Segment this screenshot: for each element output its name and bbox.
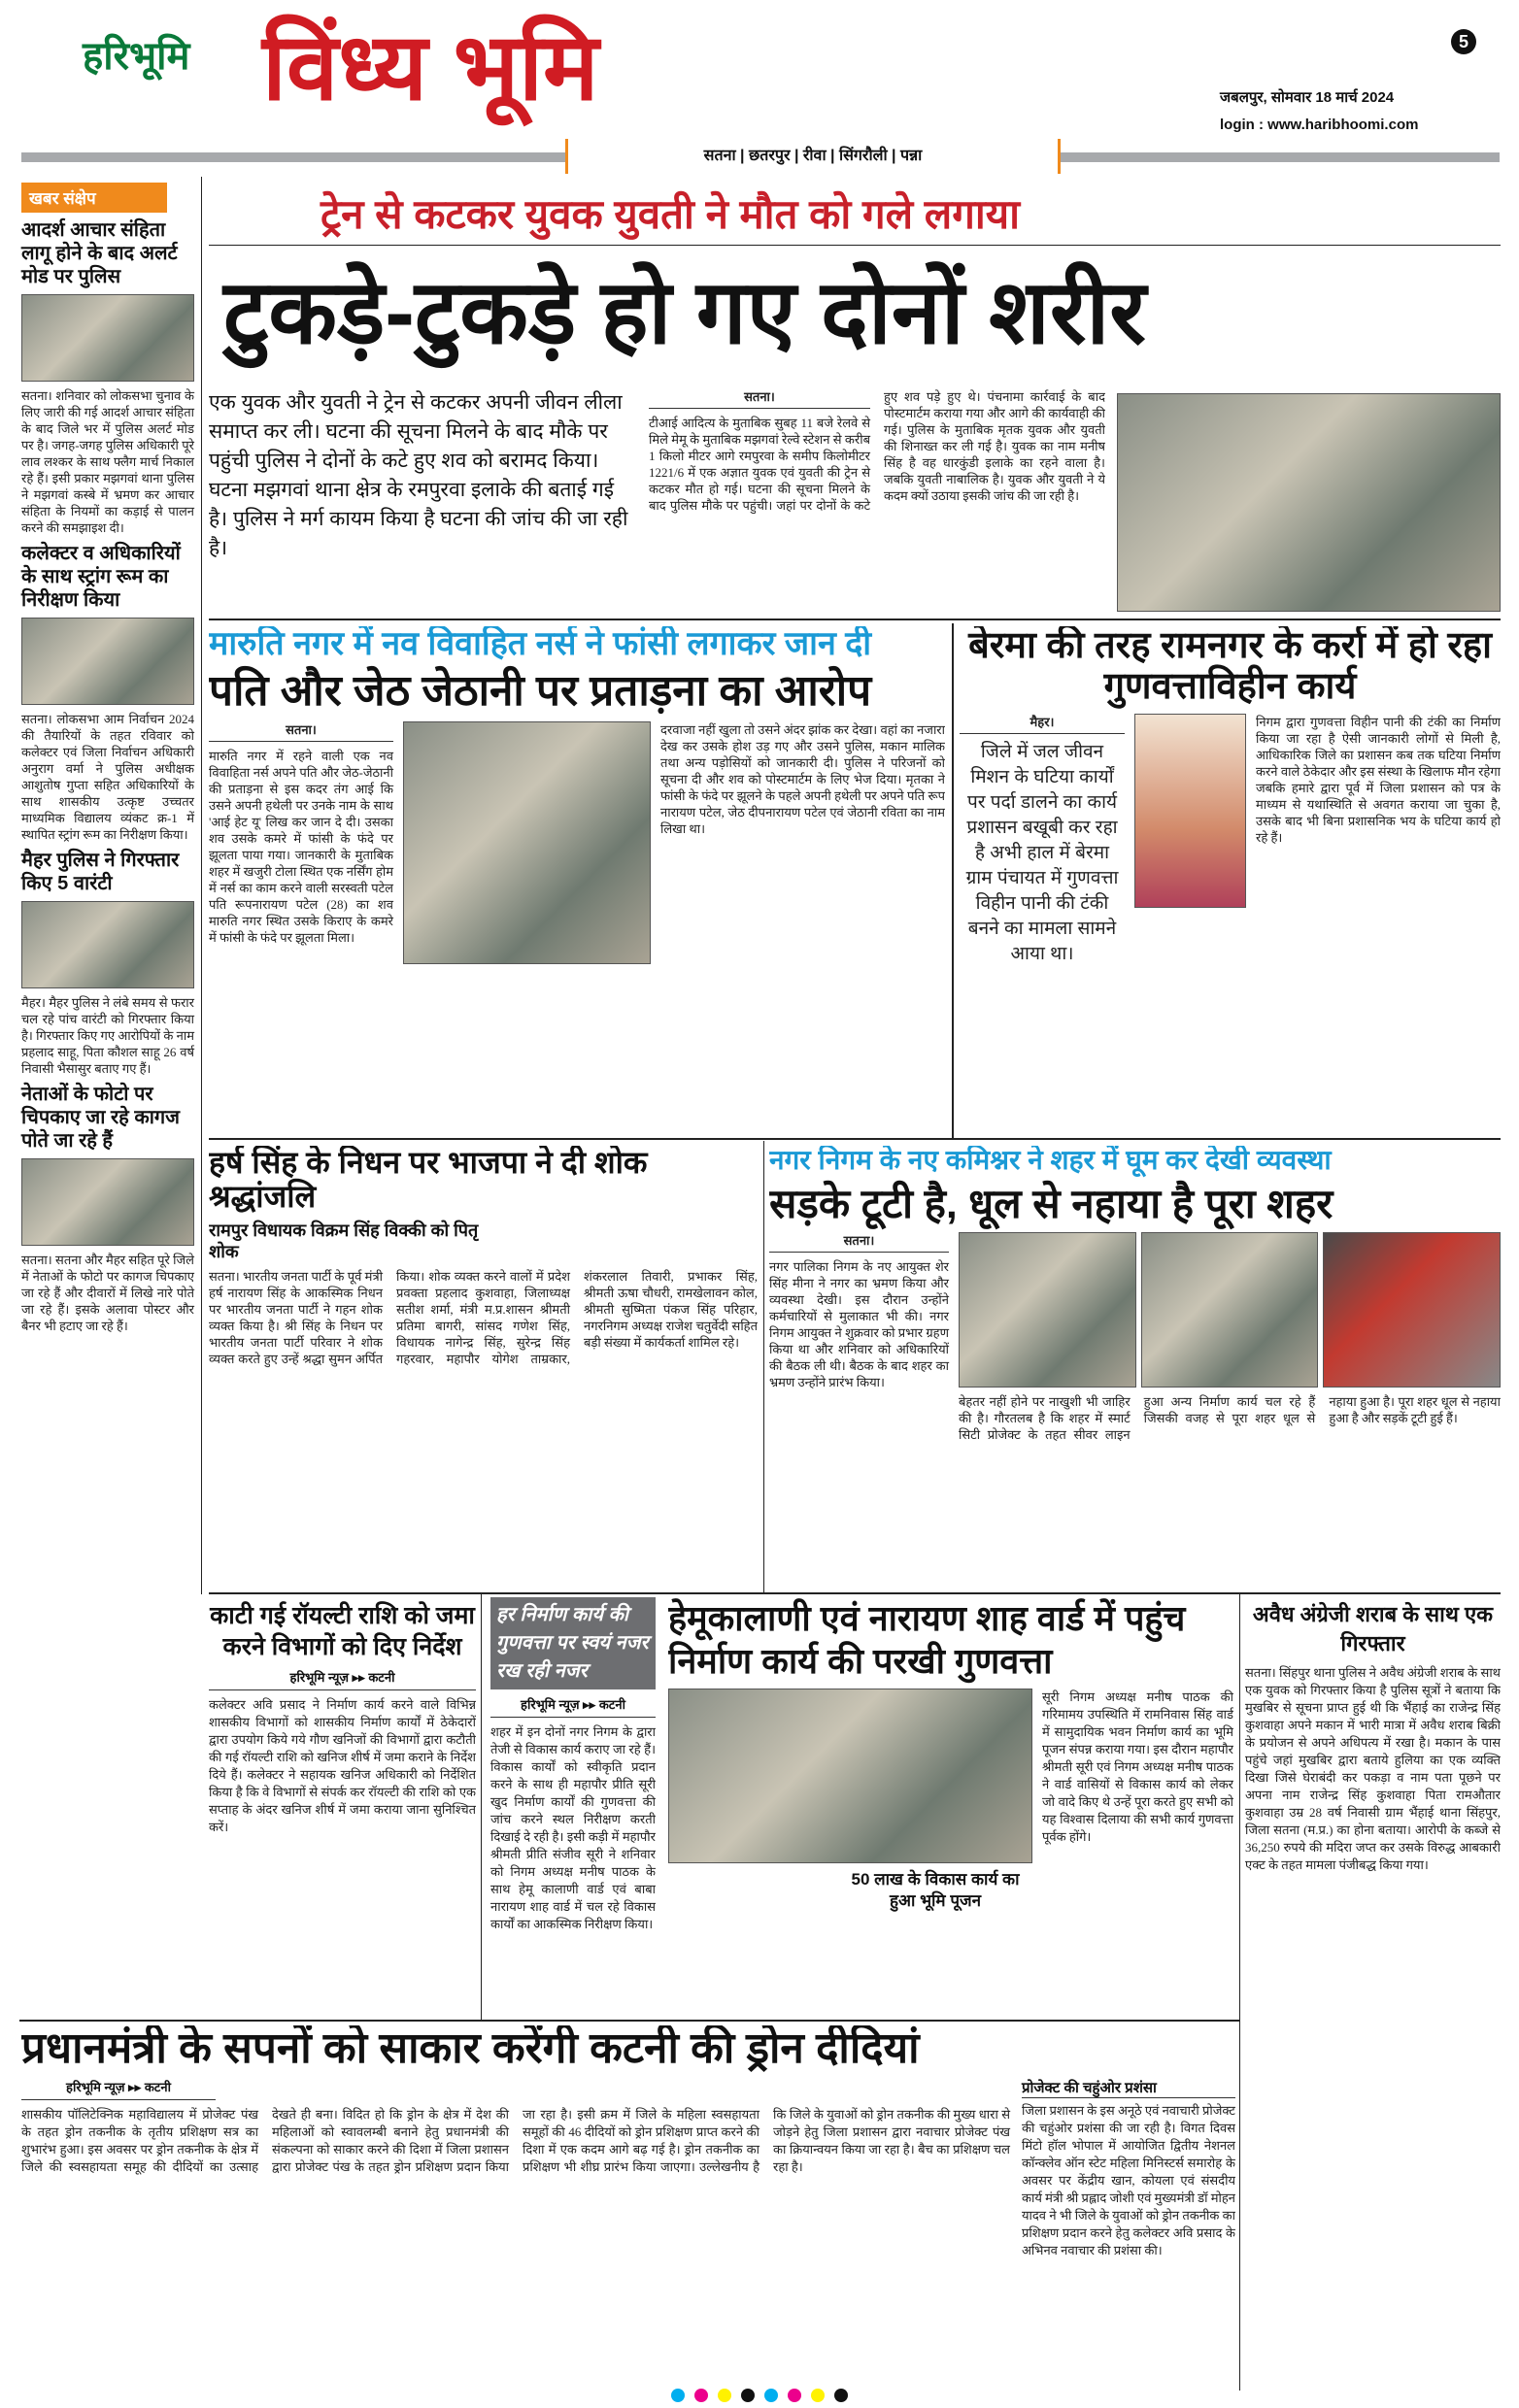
liquor-headline: अवैध अंग्रेजी शराब के साथ एक गिरफ्तार [1252,1602,1494,1656]
nigam-kicker: नगर निगम के नए कमिश्नर ने शहर में घूम कर देखी व्यवस्था [769,1146,1332,1175]
liquor-story [1245,1600,1501,2382]
brief-title: कलेक्टर व अधिकारियों के साथ स्ट्रांग रूम का निरीक्षण किया [21,543,181,611]
brand-logo: हरिभूमि [83,35,190,78]
hemu-body: शहर में इन दोनों नगर निगम के द्वारा तेजी से विकास कार्य कराए जा रहे हैं। विकास कार्यों को स्वीकृति प्रदान करने के साथ ही महापौर प्रीति सूरी खुद निर्माण कार्यों की गुणवत्ता की जांच करने स्थल निरीक्षण करती दिखाई दे रही है। इसी कड़ी में महापौर श्रीमती प्रीति संजीव सूरी ने शनिवार को निगम अध्यक्ष मनीष पाठक के साथ हेमू कालाणी वार्ड एवं बाबा नारायण शाह वार्ड में चल रहे विकास कार्यों का आकस्मिक निरीक्षण किया। [490,1724,656,1931]
cities-bracket [565,139,1061,174]
royalty-story [209,1600,476,2016]
royalty-headline: काटी गई रॉयल्टी राशि को जमा करने विभागों को दिए निर्देश [210,1602,475,1660]
harsh-body: सतना। भारतीय जनता पार्टी के पूर्व मंत्री हर्ष नारायण सिंह के आकस्मिक निधन पर भारतीय जनता पार्टी ने गहन शोक व्यक्त किया है। श्री सिंह के निधन पर भारतीय जनता पार्टी परिवार ने शोक व्यक्त करते हुए उन्हें श्रद्धा सुमन अर्पित किया। शोक व्यक्त करने वालों में प्रदेश प्रवक्ता प्रहलाद कुशवाहा, जिलाध्यक्ष सतीश शर्मा, मंत्री म.प्र.शासन श्रीमती प्रतिमा बागरी, सांसद गणेश सिंह, विधायक नागेन्द्र सिंह, सुरेन्द्र सिंह गहरवार, महापौर योगेश ताम्रकार, शंकरलाल तिवारी, प्रभाकर सिंह, श्रीमती ऊषा चौधरी, रामखेलावन कोल, श्रीमती सुष्मिता पंकज सिंह परिहार, नगरनिगम अध्यक्ष राजेश चतुर्वेदी सहित बड़ी संख्या में कार्यकर्ता शामिल रहे। [209,1269,758,1367]
nigam-photo-1 [959,1232,1136,1388]
nigam-photo-2 [1141,1232,1319,1388]
cities-list: सतना | छतरपुर | रीवा | सिंगरौली | पन्ना [703,148,923,164]
hemu-story [668,1597,1233,2017]
nigam-dateline: सतना। [769,1232,949,1253]
lead-kicker-rule [209,245,1501,246]
nurse-story [209,626,945,1136]
drone-byline: हरिभूमि न्यूज़ ▸▸ कटनी [21,2078,216,2100]
drone-body: शासकीय पॉलिटेक्निक महाविद्यालय में प्रोजेक्ट पंख के तहत ड्रोन तकनीक के तृतीय प्रशिक्षण सत्र का शुभारंभ हुआ। इस अवसर पर ड्रोन तकनीक के क्षेत्र में जिले की स्वसहायता समूह की दीदियों का उत्साह देखते ही बना। विदित हो कि ड्रोन के क्षेत्र में देश की महिलाओं को स्वावलम्बी बनाने हेतु प्रधानमंत्री की संकल्पना को साकार करने की दिशा में जिला प्रशासन द्वारा प्रोजेक्ट पंख के तहत ड्रोन प्रशिक्षण प्रदान किया जा रहा है। इसी क्रम में जिले के महिला स्वसहायता समूहों की 46 दीदियों को ड्रोन प्रशिक्षण प्राप्त करने की दिशा में एक कदम आगे बढ़ गई है। ड्रोन तकनीक का प्रशिक्षण भी शीघ्र प्रारंभ किया जाएगा। उल्लेखनीय है कि जिले के युवाओं को ड्रोन तकनीक की मुख्य धारा से जोड़ने हेतु जिला प्रशासन द्वारा नवाचार प्रोजेक्ट पंख का क्रियान्वयन किया जा रहा है। बैच का प्रशिक्षण चल रहा है। [21,2107,1010,2175]
section-rule [209,1592,1501,1594]
page-number: 5 [1451,29,1476,54]
nigam-body-text: नगर पालिका निगम के नए आयुक्त शेर सिंह मीना ने नगर का भ्रमण किया और व्यवस्था देखी। इस दौरान उन्होंने कर्मचारियों से मुलाकात भी की। नगर निगम आयुक्त ने शुक्रवार को प्रभार ग्रहण किया था और शनिवार को अधिकारियों की बैठक ली थी। बैठक के बाद शहर का भ्रमण उन्होंने प्रारंभ किया। [769,1258,949,1389]
section-rule [19,2020,1239,2022]
brief-title: मैहर पुलिस ने गिरफ्तार किए 5 वारंटी [21,850,180,894]
hemu-headline: हेमूकालाणी एवं नारायण शाह वार्ड में पहुंच निर्माण कार्य की परखी गुणवत्ता [668,1598,1186,1681]
drone-subhead: प्रोजेक्ट की चहुंओर प्रशंसा [1022,2078,1235,2098]
berma-pull-quote: जिले में जल जीवन मिशन के घटिया कार्यों पर पर्दा डालने का कार्य प्रशासन बखूबी कर रहा है अभी हाल में बेरमा ग्राम पंचायत में गुणवत्ता विहीन पानी की टंकी बनने का मामला सामने आया था। [965,741,1119,964]
lead-headline: टुकड़े-टुकड़े हो गए दोनों शरीर [223,263,1146,362]
hemu-body-2: सूरी निगम अध्यक्ष मनीष पाठक की गरिमामय उपस्थिति में रामनिवास सिंह वार्ड में सामुदायिक भवन निर्माण कार्य का भूमि पूजन संपन्न कराया गया। इस दौरान महापौर श्रीमती सूरी एवं निगम अध्यक्ष मनीष पाठक ने वार्ड वासियों से विकास कार्य को लेकर जो वादे किए थे उन्हें पूरा करते हुए सभी को यह विश्वास दिलाया की सभी कार्य गुणवत्ता पूर्वक होंगे। [1042,1689,1233,1844]
nurse-photo [403,721,651,964]
brief-title: आदर्श आचार संहिता लागू होने के बाद अलर्ट मोड पर पुलिस [21,219,178,287]
hemu-photo [668,1689,1032,1863]
section-rule [209,619,1501,620]
nurse-body-2: दरवाजा नहीं खुला तो उसने अंदर झांक कर देखा। वहां का नजारा देख कर उसके होश उड़ गए और उसने पुलिस, मकान मालिक तथा अन्य पड़ोसियों को जानकारी दी। पुलिस ने परिजनों को सूचना दी और शव को पोस्टमार्टम के लिए भेज दिया। मृतका ने फांसी के फंदे पर झूलने के पहले अपनी हथेली पर अपने पति रूप नारायण पटेल, जेठ दीपनारायण पटेल एवं जेठानी रविता का नाम लिखा था। [660,721,945,836]
lead-body [649,388,1105,614]
brief-photo [21,294,194,382]
nigam-photo-3 [1323,1232,1501,1388]
brief-text: सतना। लोकसभा आम निर्वाचन 2024 की तैयारियों के तहत रविवार को कलेक्टर एवं जिला निर्वाचन अधिकारी अनुराग वर्मा ने पुलिस अधीक्षक आशुतोष गुप्ता सहित अधिकारियों के साथ शासकीय उत्कृष्ट उच्चतर माध्यमिक विद्यालय व्यंकट क्र-1 में स्थापित स्ट्रांग रूम का निरीक्षण किया। [21,712,194,842]
column-divider [763,1141,764,1592]
print-registration-dots [0,2389,1519,2407]
hemu-photo-caption: 50 लाख के विकास कार्य का हुआ भूमि पूजन [851,1870,1020,1910]
nurse-body-text: मारुति नगर में रहने वाली एक नव विवाहिता नर्स अपने पति और जेठ-जेठानी की प्रताड़ना से इस कदर तंग आई कि उसने अपनी हथेली पर उनके नाम के साथ 'आई हेट यू' लिख कर जान दे दी। उसका शव उसके कमरे में फांसी के फंदे पर झूलता पाया गया। जानकारी के मुताबिक शहर में खजुरी टोला स्थित एक नर्सिंग होम में नर्स का काम करने वाली सरस्वती पटेल पति रूपनारायण पटेल (28) का शव मारुति नगर स्थित उसके किराए के कमरे में फांसी के फंदे पर झूलता मिला। [209,748,393,945]
brief-photo [21,901,194,988]
nigam-photo-area [959,1232,1501,1443]
brief-title: नेताओं के फोटो पर चिपकाए जा रहे कागज पोते जा रहे हैं [21,1084,180,1152]
harsh-subhead: रामपुर विधायक विक्रम सिंह विक्की को पितृ शोक [209,1221,479,1262]
hemu-byline: हरिभूमि न्यूज़ ▸▸ कटनी [490,1695,656,1718]
brief-photo [21,1158,194,1246]
lead-dateline: सतना। [649,388,870,409]
lead-intro-block [209,388,636,563]
sidebar-divider [201,177,202,1594]
drone-headline: प्रधानमंत्री के सपनों को साकार करेंगी कटनी की ड्रोन दीदियां [21,2025,920,2072]
section-rule [209,1138,1501,1140]
hemu-photo-area [668,1689,1032,1912]
website-login: login : www.haribhoomi.com [1220,117,1419,133]
nigam-story [769,1146,1501,1589]
lead-photo-railway-track [1117,393,1501,612]
drone-main-column [21,2078,1010,2176]
drone-story [21,2025,1235,2385]
berma-dateline: मैहर। [960,714,1125,734]
lead-body-text: टीआई आदित्य के मुताबिक सुबह 11 बजे रेलवे से मिले मेमू के मुताबिक मझगवां रेल्वे स्टेशन से करीब 1 किलो मीटर आगे रमपुरवा के समीप किलोमीटर 1221/6 में एक अज्ञात युवक एवं युवती की ट्रेन से कटकर मौत हो गई। घटना की सूचना मिलने के बाद पुलिस मौके पर पहुंची। जहां पर दोनों के कटे हुए शव पड़े हुए थे। पंचनामा कार्रवाई के बाद पोस्टमार्टम कराया गया और आगे की कार्यवाही की गई। पुलिस के मुताबिक मृतक युवक और युवती की शिनाख्त कर ली गई है। युवक का नाम मनीष सिंह है वह धारकुंडी इलाके का रहने वाला है। जबकि युवती नाबालिक है। युवक और युवती ने ये कदम क्यों उठाया इसकी जांच की जा रही है। [649,389,1105,513]
dateline: जबलपुर, सोमवार 18 मार्च 2024 [1220,89,1395,106]
nigam-headline: सड़के टूटी है, धूल से नहाया है पूरा शहर [769,1180,1333,1226]
section-title: विंध्य भूमि [262,16,599,119]
berma-story [960,626,1501,1136]
drone-side-column [1022,2078,1235,2259]
harsh-story [209,1146,758,1589]
brief-text: सतना। सतना और मैहर सहित पूरे जिले में नेताओं के फोटो पर कागज चिपकाए जा रहे हैं और दीवारों में लिखे नारे पोते जा रहे हैं। इसके अलावा पोस्टर और बैनर भी हटाए जा रहे हैं। [21,1253,194,1333]
berma-body: निगम द्वारा गुणवत्ता विहीन पानी की टंकी का निर्माण किया जा रहा है ऐसी जानकारी लोगों से मिली है, आधिकारिक जिले का प्रशासन कब तक घटिया निर्माण करने वाले ठेकेदार और इस संस्था के खिलाफ मौन रहेगा जबकि हमारे द्वारा पूर्व में जिला प्रशासन को पत्र के माध्यम से यथास्थिति से अवगत कराया जा चुका है, उसके बाद भी बिना प्रशासनिक भय के घटिया कार्य हो रहे हैं। [1256,714,1501,845]
nigam-body-2: बेहतर नहीं होने पर नाखुशी भी जाहिर की है। गौरतलब है कि शहर में स्मार्ट सिटी प्रोजेक्ट के तहत सीवर लाइन हुआ अन्य निर्माण कार्य चल रहे हैं जिसकी वजह से पूरा शहर धूल से नहाया हुआ है। पूरा शहर धूल से नहाया हुआ है और सड़कें टूटी हुई हैं। [959,1393,1501,1442]
liquor-body: सतना। सिंहपुर थाना पुलिस ने अवैध अंग्रेजी शराब के साथ एक युवक को गिरफ्तार किया है पुलिस सूत्रों ने बताया कि मुखबिर से सूचना प्राप्त हुई थी कि भैंहाई का राजेन्द्र सिंह कुशवाहा अपने मकान में भारी मात्रा में अवैध शराब बिक्री के प्रयोजन से अपने अधिपत्य में रखा है। मकान के पास पहुंचे जहां मुखबिर द्वारा बताये हुलिया का एक व्यक्ति दिखा जिसे घेराबंदी कर पकड़ा व नाम पता पूछने पर अपना नाम राजेन्द्र सिंह कुशवाहा पिता रामऔतार कुशवाहा उम्र 28 वर्ष निवासी ग्राम भैंहाई थाना सिंहपुर, जिला सतना (म.प्र.) का होना बताया। आरोपी के कब्जे से 36,250 रुपये की मदिरा जप्त कर उसके विरुद्ध आबकारी एक्ट के तहत मामला पंजीबद्ध किया गया। [1245,1665,1501,1872]
brief-text: सतना। शनिवार को लोकसभा चुनाव के लिए जारी की गई आदर्श आचार संहिता के बाद जिले भर में पुलिस अलर्ट मोड पर है। जगह-जगह पुलिस अधिकारी पूरे लाव लश्कर के साथ फ्लैग मार्च निकाल रहे हैं। इसी प्रकार मझगवां थाना पुलिस ने मझगवां कस्बे में भ्रमण कर आचार संहिता के नियमों का कड़ाई से पालन करने की समझाइश दी। [21,388,194,535]
royalty-body: कलेक्टर अवि प्रसाद ने निर्माण कार्य करने वाले विभिन्न शासकीय विभागों को शासकीय निर्माण कार्यों में ठेकेदारों द्वारा उपयोग किये गये गौण खनिजों की विभागों द्वारा कटौती की गई रॉयल्टी राशि को खनिज शीर्ष में जमा कराने के निर्देश दिये हैं। कलेक्टर ने सहायक खनिज अधिकारी को निर्देशित किया है कि वे विभागों से संपर्क कर रॉयल्टी की राशि को एक सप्ताह के अंदर खनिज शीर्ष में जमा कराया जाना सुनिश्चित करें। [209,1697,476,1834]
nurse-headline: पति और जेठ जेठानी पर प्रताड़ना का आरोप [209,667,872,716]
lead-kicker: ट्रेन से कटकर युवक युवती ने मौत को गले लगाया [321,191,1020,237]
nigam-body [769,1232,949,1390]
harsh-headline: हर्ष सिंह के निधन पर भाजपा ने दी शोक श्रद्धांजलि [209,1146,648,1215]
brief-text: मैहर। मैहर पुलिस ने लंबे समय से फरार चल रहे पांच वारंटी को गिरफ्तार किया है। गिरफ्तार किए गए आरोपियों के नाम प्रहलाद साहू, पिता कौशल साहू 26 वर्ष निवासी भैसासुर बताए गए हैं। [21,995,194,1076]
column-divider [1239,1594,1240,2391]
nurse-kicker: मारुति नगर में नव विवाहित नर्स ने फांसी लगाकर जान दी [209,626,872,662]
hemu-quote-box [490,1597,656,1689]
sidebar-label: खबर संक्षेप [21,183,167,213]
royalty-byline: हरिभूमि न्यूज़ ▸▸ कटनी [209,1668,476,1690]
nurse-dateline: सतना। [209,721,393,742]
hemu-quote-text: हर निर्माण कार्य की गुणवत्ता पर स्वयं नजर रख रही नजर [496,1604,649,1682]
berma-headline: बेरमा की तरह रामनगर के कर्रा में हो रहा गुणवत्ताविहीन कार्य [968,626,1492,707]
column-divider [481,1594,482,2022]
berma-column [960,714,1125,967]
hemu-left-column [490,1597,656,2017]
news-brief-sidebar [21,183,194,1334]
nurse-body [209,721,393,946]
column-divider [952,623,954,1138]
brief-photo [21,618,194,705]
berma-portrait-photo [1134,714,1246,908]
drone-body-2: जिला प्रशासन के इस अनूठे एवं नवाचारी प्रोजेक्ट की चहुंओर प्रशंसा की जा रही है। विगत दिवस मिंटो हॉल भोपाल में आयोजित द्वितीय नेशनल कॉन्क्लेव ऑन स्टेट महिला मिनिस्टर्स समारोह के अवसर पर केंद्रीय खान, कोयला एवं संसदीय कार्य मंत्री श्री प्रह्लाद जोशी एवं मुख्यमंत्री डॉ मोहन यादव ने भी जिले के युवाओं को ड्रोन तकनीक का प्रशिक्षण प्रदान करने हेतु कलेक्टर अवि प्रसाद के अभिनव नवाचार की प्रशंसा की। [1022,2103,1235,2258]
lead-intro-text: एक युवक और युवती ने ट्रेन से कटकर अपनी जीवन लीला समाप्त कर ली। घटना की सूचना मिलने के बाद मौके पर पहुंची पुलिस ने दोनों के कटे हुए शव को बरामद किया। घटना मझगवां थाना क्षेत्र के रमपुरवा इलाके की बताई गई है। पुलिस ने मर्ग कायम किया है घटना की जांच की जा रही है। [209,391,628,559]
